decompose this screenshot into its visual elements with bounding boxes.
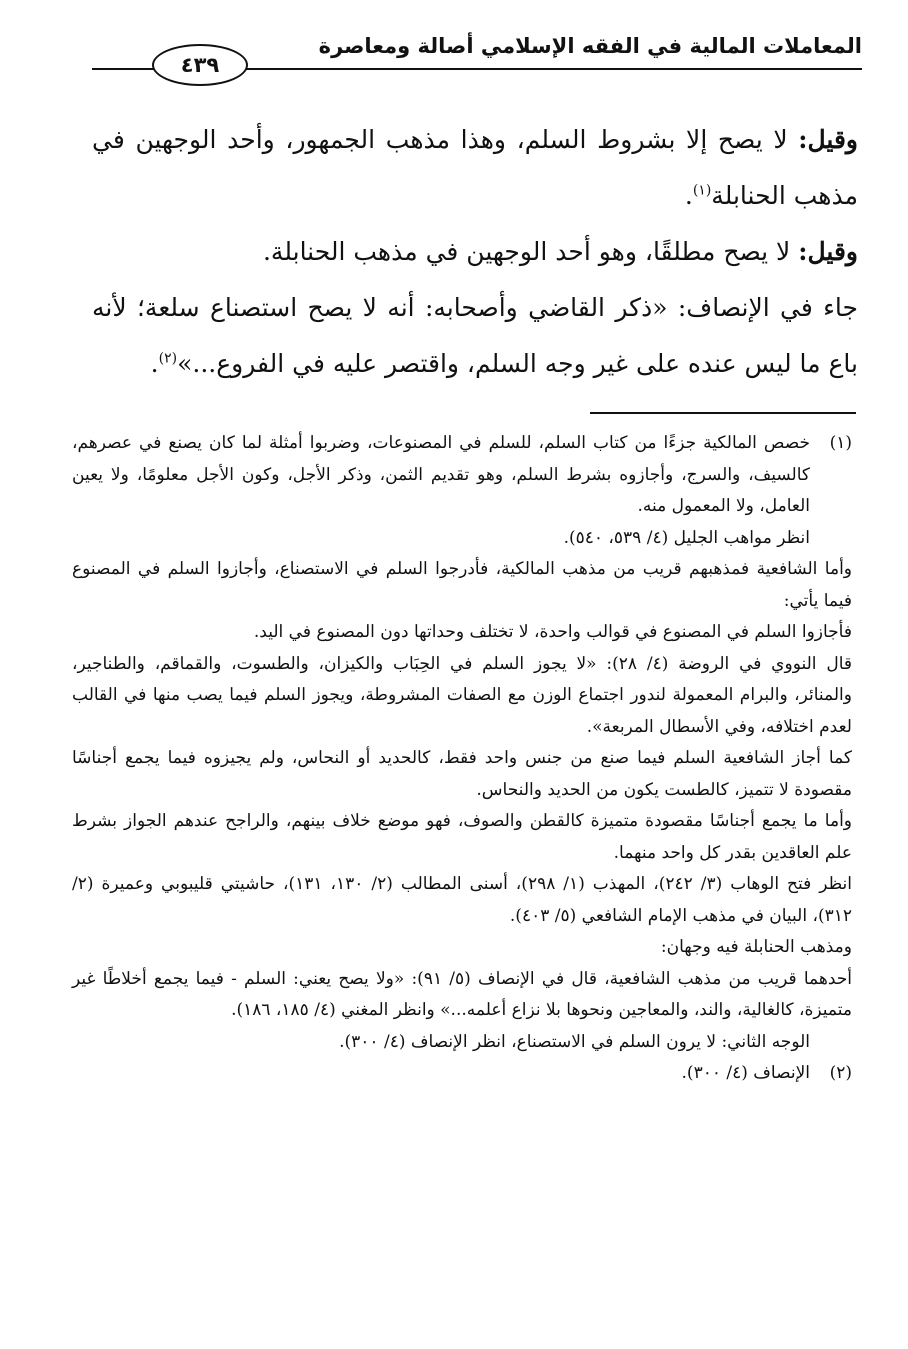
paragraph-text: لا يصح إلا بشروط السلم، وهذا مذهب الجمهور، وأحد الوجهين في مذهب الحنابلة [92, 125, 858, 210]
footnote-body [72, 1058, 810, 1090]
footnote-paragraph: أحدهما قريب من مذهب الشافعية، قال في الإنصاف (٥/ ٩١): «ولا يصح يعني: السلم - فيما يجمع أخلاطًا غير متميزة، كالغالية، والند، والمعاجين ونحوها بلا نزاع أعلمه...» وانظر المغني (٤/ ١٨٥، ١٨٦). [72, 968, 852, 1020]
footnote-number: (٢) [829, 1063, 852, 1083]
paragraph-end: . [684, 181, 693, 210]
footnote-paragraph: انظر فتح الوهاب (٣/ ٢٤٢)، المهذب (١/ ٢٩٨)، أسنى المطالب (٢/ ١٣٠، ١٣١)، حاشيتي قليبوبي وعميرة (٢/ ٣١٢)، البيان في مذهب الإمام الشافعي (٥/ ٤٠٣). [72, 874, 853, 926]
footnote-paragraph: الوجه الثاني: لا يرون السلم في الاستصناع، انظر الإنصاف (٤/ ٣٠٠). [339, 1031, 810, 1052]
footnote-paragraph: وأما الشافعية فمذهبهم قريب من مذهب المالكية، فأدرجوا السلم في الاستصناع، وأجازوا السلم في المصنوع فيما يأتي: [72, 559, 852, 611]
paragraph-text: لا يصح مطلقًا، وهو أحد الوجهين في مذهب الحنابلة. [262, 237, 799, 266]
paragraph-end: . [150, 349, 159, 378]
footnotes [72, 428, 852, 1090]
paragraph-2 [92, 224, 858, 280]
footnote-paragraph: الإنصاف (٤/ ٣٠٠). [681, 1063, 810, 1083]
main-text [92, 112, 858, 392]
footnote-1 [72, 428, 852, 554]
footnote-paragraph: قال النووي في الروضة (٤/ ٢٨): «لا يجوز السلم في الحِبَاب والكيزان، والطسوت، والقماقم، والطناجير، والمنائر، والبرام المعمولة لندور اجتماع الوزن مع الصفات المشروطة، ويجوز السلم فيما يصب منها في القالب لعدم اختلافه، وفي الأسطال المربعة». [72, 653, 852, 737]
paragraph-1 [92, 112, 858, 224]
footnote-paragraph: كما أجاز الشافعية السلم فيما صنع من جنس واحد فقط، كالحديد أو النحاس، ولم يجيزوه فيما يجمع أجناسًا مقصودة لا تتميز، كالطست يكون من الحديد والنحاس. [72, 748, 852, 800]
footnote-ref-2[interactable]: (٢) [158, 350, 178, 367]
paragraph-3 [92, 280, 858, 392]
footnote-paragraph: فأجازوا السلم في المصنوع في قوالب واحدة، لا تختلف وحداتها دون المصنوع في اليد. [253, 622, 852, 642]
footnote-separator [590, 412, 856, 414]
paragraph-lead: وقيل: [798, 237, 858, 266]
footnote-number: (١) [829, 433, 852, 453]
footnote-2 [72, 1058, 852, 1090]
book-title: المعاملات المالية في الفقه الإسلامي أصالة ومعاصرة [318, 34, 862, 58]
footnote-paragraph: ومذهب الحنابلة فيه وجهان: [660, 937, 852, 957]
paragraph-text: جاء في الإنصاف: «ذكر القاضي وأصحابه: أنه لا يصح استصناع سلعة؛ لأنه باع ما ليس عنده على غير وجه السلم، واقتصر عليه في الفروع...» [92, 293, 858, 378]
footnote-paragraph: انظر مواهب الجليل (٤/ ٥٣٩، ٥٤٠). [563, 527, 810, 548]
footnote-paragraph: خصص المالكية جزءًا من كتاب السلم، للسلم في المصنوعات، وضربوا أمثلة لما كان يصنع في عصرهم، كالسيف، والسرج، وأجازوه بشرط السلم، وهو تقديم الثمن، وذكر الأجل، وكون الأجل معلومًا، ولا يعين العامل، ولا المعمول منه. [72, 433, 810, 516]
footnote-body [72, 428, 810, 554]
paragraph-lead: وقيل: [798, 125, 858, 154]
page-number: ٤٣٩ [152, 44, 248, 86]
footnote-ref-1[interactable]: (١) [692, 182, 712, 199]
footnote-paragraph: وأما ما يجمع أجناسًا مقصودة متميزة كالقطن والصوف، فهو موضع خلاف بينهم، والراجح عندهم الجواز بشرط علم العاقدين بقدر كل واحد منهما. [72, 811, 852, 863]
